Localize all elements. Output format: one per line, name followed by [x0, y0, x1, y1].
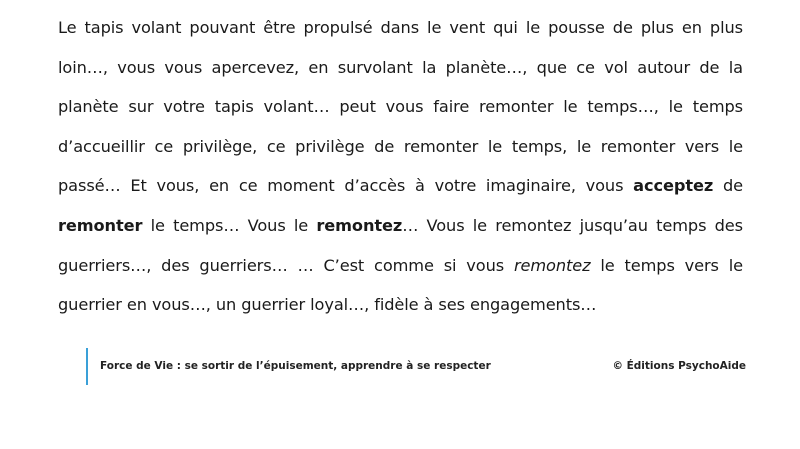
- source-footer: [86, 348, 746, 385]
- copyright-notice: © Éditions PsychoAide: [612, 360, 746, 372]
- passage-segment: le temps… Vous le: [142, 215, 317, 235]
- passage-segment: Le tapis volant pouvant être propulsé dans le vent qui le pousse de plus en plus loin…, vous vous apercevez, en survolant la planète…, que ce vol autour de la planète sur votre tapis volant… peut vous faire remonter le temps…, le temps d’accueillir ce privilège, ce privilège de remonter le temps, le remonter vers le passé… Et vous, en ce moment d’accès à votre imaginaire, vous: [58, 18, 743, 196]
- passage-segment: … Vous le remontez jusqu’au temps des guerriers…, des guerriers… … C’est comme si vous: [58, 215, 744, 275]
- book-source-title: Force de Vie : se sortir de l’épuisement, apprendre à se respecter: [100, 360, 491, 372]
- passage-segment: de: [713, 176, 743, 196]
- emphasis-remonter: remonter: [58, 215, 143, 235]
- emphasis-acceptez: acceptez: [633, 176, 714, 196]
- passage-text: [58, 8, 743, 325]
- emphasis-remontez: remontez: [316, 215, 403, 235]
- passage-segment: le temps vers le guerrier en vous…, un guerrier loyal…, fidèle à ses engagements…: [58, 255, 743, 315]
- italic-remontez: remontez: [513, 255, 591, 275]
